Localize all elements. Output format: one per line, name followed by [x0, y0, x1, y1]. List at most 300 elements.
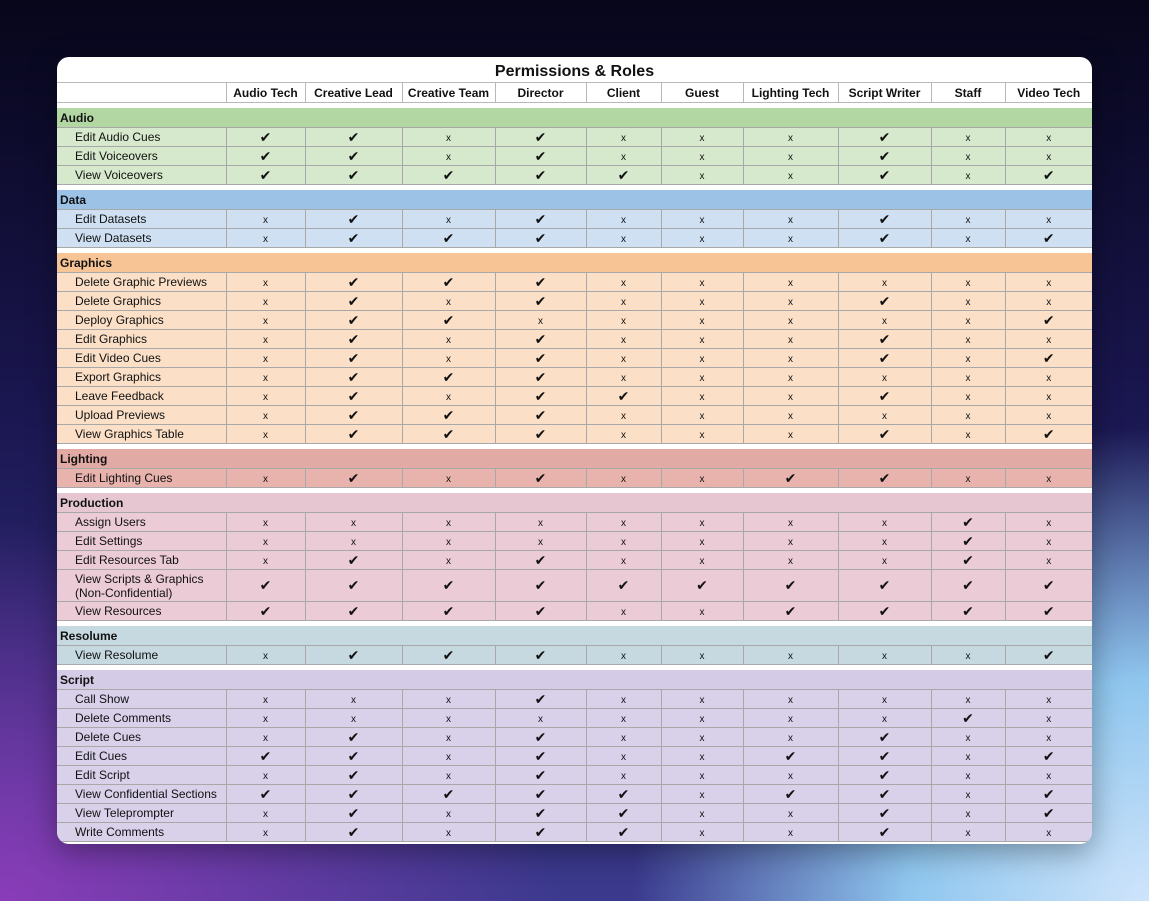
cross-icon: x	[538, 316, 543, 327]
permission-cell	[402, 747, 495, 766]
permission-cell	[838, 425, 931, 444]
permission-label: Edit Graphics	[57, 330, 226, 349]
cross-icon: x	[699, 809, 705, 820]
cross-icon: x	[446, 828, 451, 839]
permission-row	[57, 273, 1092, 292]
cross-icon: x	[965, 171, 971, 182]
cross-icon: x	[699, 537, 705, 548]
cross-icon: x	[965, 316, 971, 327]
permission-row	[57, 804, 1092, 823]
role-header: Audio Tech	[226, 83, 305, 103]
check-icon: ✔	[617, 387, 630, 404]
cross-icon: x	[965, 695, 971, 706]
cross-icon: x	[1046, 714, 1052, 725]
permission-cell	[226, 406, 305, 425]
check-icon: ✔	[878, 823, 891, 840]
check-icon: ✔	[347, 387, 360, 404]
cross-icon: x	[263, 297, 268, 308]
cross-icon: x	[788, 809, 793, 820]
permission-cell	[931, 368, 1005, 387]
permission-label: View Voiceovers	[57, 166, 226, 185]
cross-icon: x	[965, 733, 971, 744]
permission-cell	[931, 292, 1005, 311]
check-icon: ✔	[534, 147, 547, 164]
permission-cell	[743, 311, 838, 330]
table-title: Permissions & Roles	[57, 57, 1092, 83]
cross-icon: x	[699, 335, 705, 346]
permission-cell	[743, 330, 838, 349]
check-icon: ✔	[534, 210, 547, 227]
permission-cell	[931, 728, 1005, 747]
permission-cell	[1005, 766, 1092, 785]
permission-cell	[661, 709, 743, 728]
check-icon: ✔	[347, 728, 360, 745]
permission-cell	[661, 311, 743, 330]
check-icon: ✔	[1042, 602, 1055, 619]
section-header: Audio	[57, 108, 1092, 128]
check-icon: ✔	[442, 646, 455, 663]
cross-icon: x	[446, 354, 451, 365]
permission-cell	[931, 785, 1005, 804]
permission-cell	[226, 602, 305, 621]
check-icon: ✔	[259, 166, 272, 183]
permission-cell	[931, 147, 1005, 166]
check-icon: ✔	[347, 229, 360, 246]
permission-label: Export Graphics	[57, 368, 226, 387]
permission-cell	[305, 330, 402, 349]
check-icon: ✔	[347, 166, 360, 183]
cross-icon: x	[965, 278, 971, 289]
section-header-row	[57, 190, 1092, 210]
permission-cell	[1005, 785, 1092, 804]
permission-row	[57, 747, 1092, 766]
cross-icon: x	[1046, 411, 1052, 422]
cross-icon: x	[699, 133, 705, 144]
permission-cell	[586, 766, 661, 785]
check-icon: ✔	[878, 602, 891, 619]
cross-icon: x	[621, 752, 626, 763]
cross-icon: x	[882, 316, 887, 327]
cross-icon: x	[538, 714, 543, 725]
check-icon: ✔	[259, 128, 272, 145]
cross-icon: x	[1046, 828, 1052, 839]
check-icon: ✔	[878, 387, 891, 404]
permission-cell	[838, 690, 931, 709]
permission-cell	[586, 513, 661, 532]
permission-cell	[586, 690, 661, 709]
permission-cell	[402, 823, 495, 842]
permission-cell	[586, 823, 661, 842]
permission-cell	[495, 210, 586, 229]
permission-cell	[586, 166, 661, 185]
check-icon: ✔	[878, 766, 891, 783]
check-icon: ✔	[1042, 229, 1055, 246]
check-icon: ✔	[534, 330, 547, 347]
permission-label: Edit Resources Tab	[57, 551, 226, 570]
cross-icon: x	[965, 234, 971, 245]
check-icon: ✔	[962, 532, 974, 549]
permission-cell	[838, 469, 931, 488]
permission-cell	[838, 532, 931, 551]
permission-cell	[838, 646, 931, 665]
permission-cell	[226, 425, 305, 444]
permission-cell	[305, 349, 402, 368]
permission-cell	[226, 570, 305, 602]
permission-row	[57, 387, 1092, 406]
permission-cell	[495, 785, 586, 804]
check-icon: ✔	[878, 469, 891, 486]
permission-cell	[661, 766, 743, 785]
role-header: Script Writer	[838, 83, 931, 103]
permission-cell	[931, 602, 1005, 621]
cross-icon: x	[788, 335, 793, 346]
permission-cell	[1005, 387, 1092, 406]
check-icon: ✔	[442, 229, 455, 246]
check-icon: ✔	[442, 425, 455, 442]
role-header: Lighting Tech	[743, 83, 838, 103]
permission-label: Upload Previews	[57, 406, 226, 425]
check-icon: ✔	[1042, 646, 1055, 663]
check-icon: ✔	[347, 147, 360, 164]
permission-cell	[305, 469, 402, 488]
section-header-row	[57, 449, 1092, 469]
check-icon: ✔	[534, 823, 547, 840]
cross-icon: x	[965, 474, 971, 485]
permission-row	[57, 709, 1092, 728]
cross-icon: x	[965, 152, 971, 163]
permission-cell	[226, 690, 305, 709]
cross-icon: x	[263, 234, 268, 245]
permission-cell	[402, 273, 495, 292]
permission-label: Edit Script	[57, 766, 226, 785]
permission-cell	[743, 273, 838, 292]
cross-icon: x	[788, 234, 793, 245]
permission-cell	[661, 570, 743, 602]
permission-cell	[495, 804, 586, 823]
permission-cell	[838, 602, 931, 621]
check-icon: ✔	[534, 229, 547, 246]
permission-cell	[1005, 229, 1092, 248]
permission-cell	[661, 532, 743, 551]
check-icon: ✔	[442, 602, 455, 619]
cross-icon: x	[882, 695, 887, 706]
permission-cell	[305, 747, 402, 766]
check-icon: ✔	[878, 292, 891, 309]
cross-icon: x	[621, 215, 626, 226]
permission-cell	[305, 273, 402, 292]
permission-cell	[305, 709, 402, 728]
check-icon: ✔	[442, 368, 455, 385]
permission-cell	[743, 166, 838, 185]
permission-cell	[226, 166, 305, 185]
cross-icon: x	[699, 215, 705, 226]
permission-cell	[1005, 532, 1092, 551]
cross-icon: x	[1046, 133, 1052, 144]
permission-cell	[1005, 406, 1092, 425]
permission-cell	[495, 532, 586, 551]
permission-cell	[305, 311, 402, 330]
cross-icon: x	[699, 733, 705, 744]
cross-icon: x	[263, 392, 268, 403]
cross-icon: x	[446, 152, 451, 163]
permission-cell	[226, 709, 305, 728]
cross-icon: x	[965, 392, 971, 403]
cross-icon: x	[621, 152, 626, 163]
permission-cell	[1005, 551, 1092, 570]
cross-icon: x	[699, 297, 705, 308]
permission-label: View Confidential Sections	[57, 785, 226, 804]
permission-row	[57, 210, 1092, 229]
permission-cell	[661, 330, 743, 349]
permission-cell	[586, 747, 661, 766]
permission-cell	[586, 349, 661, 368]
permission-label: View Datasets	[57, 229, 226, 248]
permission-cell	[931, 551, 1005, 570]
permission-cell	[495, 349, 586, 368]
permission-cell	[838, 823, 931, 842]
permission-cell	[305, 804, 402, 823]
cross-icon: x	[788, 411, 793, 422]
check-icon: ✔	[617, 166, 630, 183]
permission-cell	[586, 229, 661, 248]
cross-icon: x	[446, 537, 451, 548]
check-icon: ✔	[1042, 747, 1055, 764]
cross-icon: x	[1046, 278, 1052, 289]
cross-icon: x	[788, 518, 793, 529]
permission-cell	[661, 273, 743, 292]
cross-icon: x	[446, 714, 451, 725]
cross-icon: x	[621, 354, 626, 365]
cross-icon: x	[621, 607, 626, 618]
permission-cell	[402, 513, 495, 532]
cross-icon: x	[621, 297, 626, 308]
permission-cell	[226, 469, 305, 488]
permission-cell	[402, 728, 495, 747]
cross-icon: x	[446, 695, 451, 706]
cross-icon: x	[621, 316, 626, 327]
permissions-card	[57, 57, 1092, 844]
cross-icon: x	[1046, 518, 1052, 529]
permission-cell	[661, 368, 743, 387]
permission-row	[57, 823, 1092, 842]
permission-cell	[305, 292, 402, 311]
permission-cell	[586, 551, 661, 570]
check-icon: ✔	[534, 387, 547, 404]
cross-icon: x	[263, 695, 268, 706]
permission-cell	[495, 690, 586, 709]
permission-cell	[495, 273, 586, 292]
permission-label: View Resources	[57, 602, 226, 621]
permission-cell	[743, 646, 838, 665]
check-icon: ✔	[878, 577, 891, 593]
permission-cell	[495, 147, 586, 166]
cross-icon: x	[263, 411, 268, 422]
permission-cell	[743, 147, 838, 166]
permission-cell	[743, 425, 838, 444]
permission-cell	[743, 823, 838, 842]
cross-icon: x	[788, 430, 793, 441]
permission-row	[57, 646, 1092, 665]
cross-icon: x	[621, 771, 626, 782]
cross-icon: x	[263, 316, 268, 327]
permission-cell	[495, 311, 586, 330]
check-icon: ✔	[534, 128, 547, 145]
label-header-blank	[57, 83, 226, 103]
permission-cell	[305, 690, 402, 709]
permission-cell	[931, 273, 1005, 292]
permission-cell	[743, 766, 838, 785]
cross-icon: x	[621, 335, 626, 346]
cross-icon: x	[788, 695, 793, 706]
role-header: Guest	[661, 83, 743, 103]
check-icon: ✔	[878, 747, 891, 764]
cross-icon: x	[882, 651, 887, 662]
section-header: Graphics	[57, 253, 1092, 273]
permission-cell	[661, 551, 743, 570]
permission-row	[57, 513, 1092, 532]
cross-icon: x	[621, 556, 626, 567]
permission-cell	[931, 311, 1005, 330]
permission-label: Call Show	[57, 690, 226, 709]
cross-icon: x	[788, 771, 793, 782]
permission-label: Assign Users	[57, 513, 226, 532]
cross-icon: x	[263, 714, 268, 725]
permission-cell	[305, 766, 402, 785]
permission-cell	[226, 804, 305, 823]
permission-cell	[1005, 311, 1092, 330]
check-icon: ✔	[347, 311, 360, 328]
permission-cell	[931, 804, 1005, 823]
permission-label: Edit Datasets	[57, 210, 226, 229]
cross-icon: x	[788, 171, 793, 182]
section-header: Data	[57, 190, 1092, 210]
cross-icon: x	[263, 537, 268, 548]
permission-cell	[1005, 513, 1092, 532]
permission-row	[57, 532, 1092, 551]
permission-cell	[226, 330, 305, 349]
permission-cell	[743, 128, 838, 147]
permission-cell	[586, 728, 661, 747]
permission-cell	[402, 804, 495, 823]
permission-row	[57, 469, 1092, 488]
permission-cell	[838, 513, 931, 532]
check-icon: ✔	[617, 823, 630, 840]
permission-cell	[495, 747, 586, 766]
permission-row	[57, 128, 1092, 147]
cross-icon: x	[621, 537, 626, 548]
check-icon: ✔	[784, 747, 797, 764]
cross-icon: x	[699, 430, 705, 441]
check-icon: ✔	[878, 128, 891, 145]
check-icon: ✔	[784, 785, 797, 802]
check-icon: ✔	[962, 551, 974, 568]
permission-cell	[305, 387, 402, 406]
permission-cell	[495, 292, 586, 311]
permission-cell	[495, 406, 586, 425]
cross-icon: x	[882, 537, 887, 548]
permission-cell	[586, 210, 661, 229]
permission-cell	[305, 513, 402, 532]
permission-cell	[495, 330, 586, 349]
check-icon: ✔	[617, 785, 630, 802]
permission-cell	[586, 368, 661, 387]
permission-label: View Teleprompter	[57, 804, 226, 823]
cross-icon: x	[699, 152, 705, 163]
check-icon: ✔	[347, 425, 360, 442]
permission-cell	[1005, 602, 1092, 621]
check-icon: ✔	[962, 709, 974, 726]
permission-cell	[495, 368, 586, 387]
check-icon: ✔	[534, 469, 547, 486]
permission-cell	[226, 766, 305, 785]
permission-cell	[743, 690, 838, 709]
check-icon: ✔	[347, 128, 360, 145]
permission-cell	[402, 469, 495, 488]
check-icon: ✔	[534, 425, 547, 442]
permission-cell	[743, 551, 838, 570]
check-icon: ✔	[878, 210, 891, 227]
check-icon: ✔	[442, 311, 455, 328]
permission-cell	[586, 128, 661, 147]
cross-icon: x	[446, 733, 451, 744]
check-icon: ✔	[347, 747, 360, 764]
cross-icon: x	[1046, 771, 1052, 782]
cross-icon: x	[699, 354, 705, 365]
cross-icon: x	[538, 518, 543, 529]
check-icon: ✔	[1042, 785, 1055, 802]
permission-label: Deploy Graphics	[57, 311, 226, 330]
permission-cell	[1005, 804, 1092, 823]
permission-cell	[838, 387, 931, 406]
section-header: Production	[57, 493, 1092, 513]
permission-row	[57, 292, 1092, 311]
permission-cell	[402, 311, 495, 330]
cross-icon: x	[788, 537, 793, 548]
permission-cell	[1005, 747, 1092, 766]
cross-icon: x	[788, 278, 793, 289]
cross-icon: x	[699, 695, 705, 706]
permission-label: Edit Lighting Cues	[57, 469, 226, 488]
cross-icon: x	[263, 373, 268, 384]
cross-icon: x	[882, 714, 887, 725]
permission-cell	[838, 229, 931, 248]
permission-row	[57, 570, 1092, 602]
permission-cell	[226, 747, 305, 766]
permission-cell	[495, 823, 586, 842]
cross-icon: x	[621, 234, 626, 245]
cross-icon: x	[621, 411, 626, 422]
permission-cell	[305, 128, 402, 147]
cross-icon: x	[699, 651, 705, 662]
check-icon: ✔	[534, 166, 547, 183]
check-icon: ✔	[878, 166, 891, 183]
check-icon: ✔	[347, 766, 360, 783]
permission-cell	[1005, 728, 1092, 747]
permission-cell	[586, 147, 661, 166]
check-icon: ✔	[442, 166, 455, 183]
permission-label: Edit Audio Cues	[57, 128, 226, 147]
permission-cell	[1005, 646, 1092, 665]
permission-cell	[1005, 292, 1092, 311]
permission-cell	[1005, 469, 1092, 488]
permission-cell	[931, 349, 1005, 368]
role-header: Client	[586, 83, 661, 103]
permission-label: Edit Voiceovers	[57, 147, 226, 166]
permission-cell	[838, 349, 931, 368]
permission-cell	[495, 551, 586, 570]
cross-icon: x	[1046, 335, 1052, 346]
cross-icon: x	[699, 828, 705, 839]
